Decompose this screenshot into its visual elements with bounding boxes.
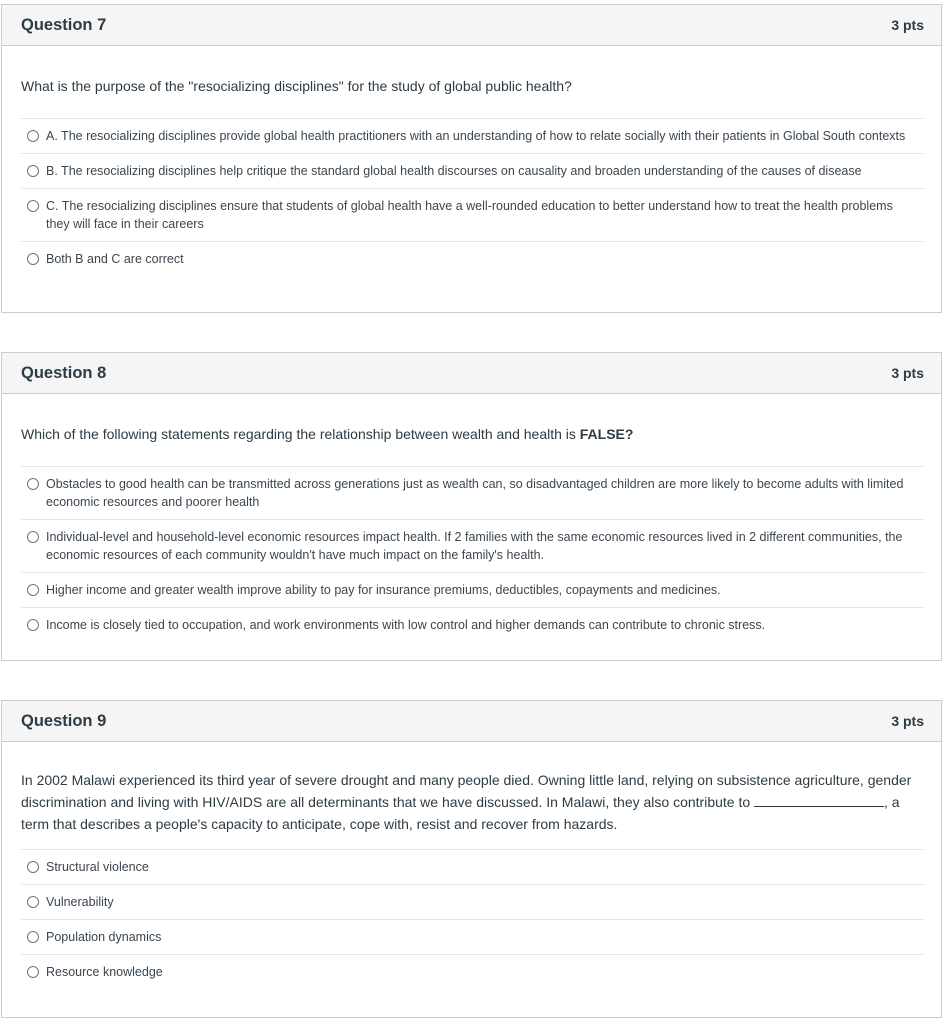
question-header: [2, 353, 941, 394]
radio-button[interactable]: [27, 966, 39, 978]
answer-label: B. The resocializing disciplines help critique the standard global health discourses on causality and broaden understanding of the causes of disease: [46, 164, 862, 178]
question-text: What is the purpose of the "resocializing disciplines" for the study of global public health?: [21, 78, 572, 94]
answer-list: [21, 466, 924, 642]
question-points: 3 pts: [891, 365, 924, 381]
question-text-main: Which of the following statements regarding the relationship between wealth and health is: [21, 426, 580, 442]
question-text-main: In 2002 Malawi experienced its third year of severe drought and many people died. Owning little land, relying on subsistence agriculture, gender discrimination and living with HIV/AIDS are all determinants that we have discussed. In Malawi, they also contribute to: [21, 772, 912, 810]
radio-button[interactable]: [27, 478, 39, 490]
radio-button[interactable]: [27, 130, 39, 142]
question-text: [21, 394, 924, 466]
radio-button[interactable]: [27, 531, 39, 543]
answer-option[interactable]: [21, 920, 924, 955]
question-header: [2, 701, 941, 742]
question-title: Question 9: [21, 711, 107, 730]
answer-option[interactable]: [21, 955, 924, 989]
question-text: [21, 742, 924, 849]
question-9: [1, 700, 942, 1018]
answer-option[interactable]: [21, 850, 924, 885]
answer-list: [21, 118, 924, 276]
answer-label: Both B and C are correct: [46, 252, 184, 266]
answer-label: A. The resocializing disciplines provide global health practitioners with an understanding of how to relate socially with their patients in Global South contexts: [46, 129, 906, 143]
question-title: Question 7: [21, 15, 107, 34]
radio-button[interactable]: [27, 200, 39, 212]
answer-label: Individual-level and household-level economic resources impact health. If 2 families with the same economic resources lived in 2 different communities, the economic resources of each community wouldn't have much impact on the family's health.: [46, 530, 903, 562]
radio-button[interactable]: [27, 253, 39, 265]
radio-button[interactable]: [27, 619, 39, 631]
answer-option[interactable]: [21, 608, 924, 642]
answer-label: C. The resocializing disciplines ensure that students of global health have a well-rounded education to better understand how to treat the health problems they will face in their careers: [46, 199, 893, 231]
question-points: 3 pts: [891, 17, 924, 33]
answer-label: Resource knowledge: [46, 965, 163, 979]
question-text-emphasis: FALSE?: [579, 426, 634, 442]
question-text-end: , a term that describes a people's capacity to anticipate, cope with, resist and recover from hazards.: [21, 794, 900, 832]
answer-option[interactable]: [21, 189, 924, 242]
answer-label: Income is closely tied to occupation, and work environments with low control and higher demands can contribute to chronic stress.: [46, 618, 766, 632]
answer-label: Population dynamics: [46, 930, 162, 944]
answer-list: [21, 849, 924, 989]
answer-option[interactable]: [21, 573, 924, 608]
answer-option[interactable]: [21, 154, 924, 189]
answer-option[interactable]: [21, 885, 924, 920]
answer-label: Vulnerability: [46, 895, 114, 909]
question-points: 3 pts: [891, 713, 924, 729]
radio-button[interactable]: [27, 861, 39, 873]
question-body: [2, 742, 941, 989]
radio-button[interactable]: [27, 165, 39, 177]
answer-label: Higher income and greater wealth improve ability to pay for insurance premiums, deductibles, copayments and medicines.: [46, 583, 721, 597]
answer-label: Obstacles to good health can be transmitted across generations just as wealth can, so disadvantaged children are more likely to become adults with limited economic resources and poorer health: [46, 477, 904, 509]
question-8: [1, 352, 942, 661]
question-title: Question 8: [21, 363, 107, 382]
answer-option[interactable]: [21, 467, 924, 520]
question-header: [2, 5, 941, 46]
answer-option[interactable]: [21, 242, 924, 276]
radio-button[interactable]: [27, 896, 39, 908]
answer-label: Structural violence: [46, 860, 149, 874]
radio-button[interactable]: [27, 931, 39, 943]
question-7: [1, 4, 942, 313]
question-body: [2, 394, 941, 642]
answer-option[interactable]: [21, 119, 924, 154]
fill-in-blank: [754, 792, 884, 807]
question-body: [2, 46, 941, 276]
answer-option[interactable]: [21, 520, 924, 573]
radio-button[interactable]: [27, 584, 39, 596]
